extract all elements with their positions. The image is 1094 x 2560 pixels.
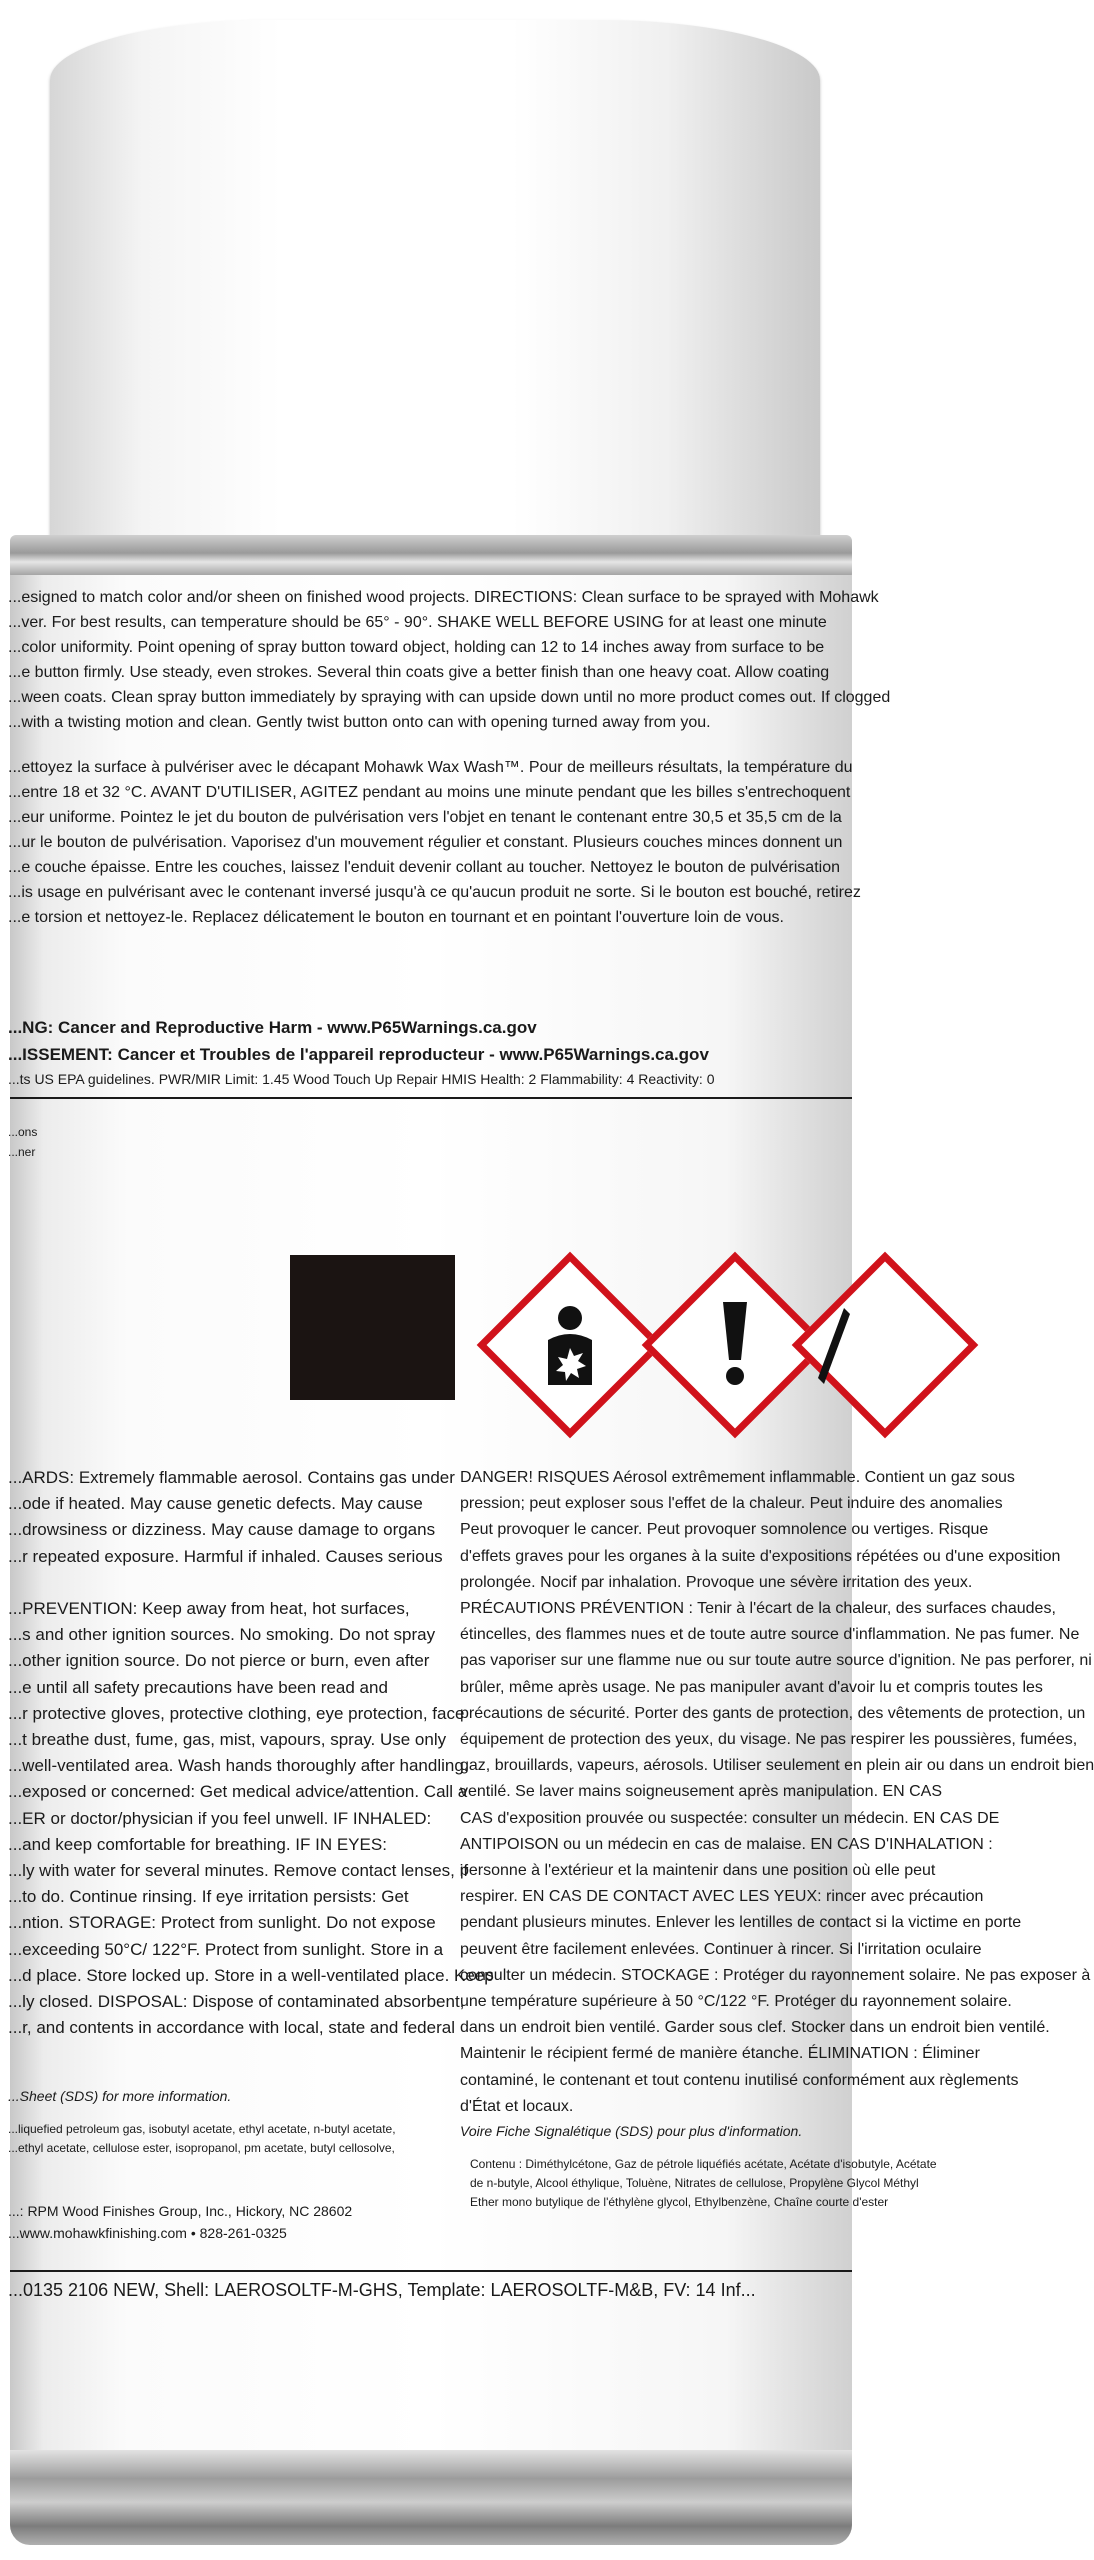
directions-fr-line: ...is usage en pulvérisant avec le contenant inversé jusqu'à ce qu'aucun produit ne sorte. Si le bouton est bouché, retirez <box>8 884 861 901</box>
hazard-fr-line: Maintenir le récipient fermé de manière étanche. ÉLIMINATION : Éliminer <box>460 2045 980 2063</box>
directions-en-line: ...ween coats. Clean spray button immediately by spraying with can upside down until no more product comes out. If clogged <box>8 689 891 706</box>
column-gap <box>455 1455 457 2095</box>
footer-code: ...0135 2106 NEW, Shell: LAEROSOLTF-M-GHS, Template: LAEROSOLTF-M&B, FV: 14 Inf... <box>8 2280 756 2300</box>
hazard-fr-line: PRÉCAUTIONS PRÉVENTION : Tenir à l'écart de la chaleur, des surfaces chaudes, <box>460 1600 1056 1618</box>
spec-line: ...ts US EPA guidelines. PWR/MIR Limit: 1.45 Wood Touch Up Repair HMIS Health: 2 Flammability: 4 Reactivity: 0 <box>8 1071 715 1087</box>
directions-en-line: ...with a twisting motion and clean. Gently twist button onto can with opening turned away from you. <box>8 714 711 731</box>
hazard-fr-line: consulter un médecin. STOCKAGE : Protéger du rayonnement solaire. Ne pas exposer à <box>460 1966 1091 1984</box>
company-block <box>8 2200 352 2244</box>
hazard-en-line: ...well-ventilated area. Wash hands thoroughly after handling. <box>8 1756 469 1776</box>
directions-fr-line: ...entre 18 et 32 °C. AVANT D'UTILISER, AGITEZ pendant au moins une minute pendant que les billes s'entrechoquent <box>8 784 851 801</box>
hazards-fr-block <box>460 1465 1094 2142</box>
directions-en-line: ...color uniformity. Point opening of spray button toward object, holding can 12 to 14 inches away from surface to be <box>8 639 825 656</box>
hazard-fr-line: gaz, brouillards, vapeurs, aérosols. Utiliser seulement en plein air ou dans un endroit bien <box>460 1757 1094 1775</box>
hazard-en-line: ...s and other ignition sources. No smoking. Do not spray <box>8 1625 436 1645</box>
health-hazard-pictogram <box>485 1260 655 1430</box>
contents-fr-block <box>470 2155 937 2212</box>
hazard-fr-line: CAS d'exposition prouvée ou suspectée: consulter un médecin. EN CAS DE <box>460 1809 1000 1827</box>
hazard-fr-line: dans un endroit bien ventilé. Garder sous clef. Stocker dans un endroit bien ventilé. <box>460 2019 1050 2037</box>
hazard-fr-line: prolongée. Nocif par inhalation. Provoque une sévère irritation des yeux. <box>460 1573 973 1591</box>
contents-en-line: ...liquefied petroleum gas, isobutyl acetate, ethyl acetate, n-butyl acetate, <box>8 2122 396 2136</box>
hazard-fr-line: peuvent être facilement enlevées. Continuer à rincer. Si l'irritation oculaire <box>460 1940 982 1958</box>
directions-en-line: ...esigned to match color and/or sheen on finished wood projects. DIRECTIONS: Clean surface to be sprayed with Mohawk <box>8 589 879 606</box>
hazard-en-line: ...exposed or concerned: Get medical advice/attention. Call a <box>8 1782 468 1802</box>
hazard-fr-line: d'État et locaux. <box>460 2097 574 2115</box>
contents-fr-line: de n-butyle, Alcool éthylique, Toluène, Nitrates de cellulose, Propylène Glycol Méthyl <box>470 2176 919 2190</box>
hazard-en-line: ...drowsiness or dizziness. May cause damage to organs <box>8 1520 436 1540</box>
hazard-en-line: ...r protective gloves, protective clothing, eye protection, face <box>8 1703 465 1723</box>
side-fragment: ...ner <box>8 1145 36 1159</box>
hazard-en-line: ...ER or doctor/physician if you feel unwell. IF INHALED: <box>8 1808 432 1828</box>
hazard-fr-line: pendant plusieurs minutes. Enlever les lentilles de contact si la victime en porte <box>460 1914 1022 1932</box>
hazard-fr-line: d'effets graves pour les organes à la suite d'expositions répétées ou d'une exposition <box>460 1547 1061 1565</box>
directions-fr-line: ...e couche épaisse. Entre les couches, laissez l'enduit devenir collant au toucher. Nettoyez le bouton de pulvérisation <box>8 859 840 876</box>
health-hazard-icon <box>530 1300 610 1390</box>
hazard-fr-line: une température supérieure à 50 °C/122 °F. Protéger du rayonnement solaire. <box>460 1993 1012 2011</box>
flame-pictogram <box>800 1260 970 1430</box>
can-top-rim <box>10 535 852 580</box>
directions-en-line: ...ver. For best results, can temperature should be 65° - 90°. SHAKE WELL BEFORE USING for at least one minute <box>8 614 827 631</box>
hazard-en-line: ...exceeding 50°C/ 122°F. Protect from sunlight. Store in a <box>8 1939 444 1959</box>
hazard-en-line: ...PREVENTION: Keep away from heat, hot surfaces, <box>8 1599 410 1619</box>
contents-fr-line: Contenu : Diméthylcétone, Gaz de pétrole liquéfiés acétate, Acétate d'isobutyle, Acétate <box>470 2157 937 2171</box>
hazard-en-line: ...r, and contents in accordance with local, state and federal <box>8 2018 455 2038</box>
hazard-en-line: ...and keep comfortable for breathing. IF IN EYES: <box>8 1834 387 1854</box>
directions-en-line: ...e button firmly. Use steady, even strokes. Several thin coats give a better finish than one heavy coat. Allow coating <box>8 664 830 681</box>
can-cap <box>50 20 820 575</box>
p65-warning-en: ...NG: Cancer and Reproductive Harm - www.P65Warnings.ca.gov <box>8 1018 537 1037</box>
hazard-en-line: ...ode if heated. May cause genetic defects. May cause <box>8 1494 423 1514</box>
hazard-en-line: ...d place. Store locked up. Store in a well-ventilated place. Keep <box>8 1965 494 1985</box>
hazard-fr-line: équipement de protection des yeux, du visage. Ne pas respirer les poussières, fumées, <box>460 1731 1078 1749</box>
hazard-fr-line: ventilé. Se laver mains soigneusement après manipulation. EN CAS <box>460 1783 943 1801</box>
hazard-en-line: ...e until all safety precautions have been read and <box>8 1677 388 1697</box>
exclamation-mark-icon <box>718 1298 752 1390</box>
flame-icon <box>814 1300 854 1390</box>
hazard-fr-line: pression; peut exploser sous l'effet de la chaleur. Peut induire des anomalies <box>460 1495 1003 1513</box>
hazard-fr-line: précautions de sécurité. Porter des gants de protection, des vêtements de protection, un <box>460 1704 1086 1722</box>
hazard-en-line: ...ly with water for several minutes. Remove contact lenses, if <box>8 1861 469 1881</box>
directions-fr-line: ...eur uniforme. Pointez le jet du bouton de pulvérisation vers l'objet en tenant le contenant entre 30,5 et 35,5 cm de la <box>8 809 842 826</box>
hazard-fr-line: DANGER! RISQUES Aérosol extrêmement inflammable. Contient un gaz sous <box>460 1469 1015 1486</box>
redacted-pictogram <box>290 1255 455 1400</box>
hazard-en-line: ...ntion. STORAGE: Protect from sunlight. Do not expose <box>8 1913 436 1933</box>
hazard-fr-line: pas vaporiser sur une flamme nue ou sur toute autre source d'ignition. Ne pas perforer, ni <box>460 1652 1092 1670</box>
contents-fr-line: Ether mono butylique de l'éthylène glycol, Ethylbenzène, Chaîne courte d'ester <box>470 2195 889 2209</box>
hazard-fr-line: étincelles, des flammes nues et de toute autre source d'inflammation. Ne pas fumer. Ne <box>460 1626 1080 1644</box>
directions-en-block <box>8 585 890 735</box>
hazard-fr-line: ANTIPOISON ou un médecin en cas de malaise. EN CAS D'INHALATION : <box>460 1835 993 1853</box>
hazard-en-line: ...ly closed. DISPOSAL: Dispose of contaminated absorbent, <box>8 1992 465 2012</box>
hazard-fr-line: Peut provoquer le cancer. Peut provoquer somnolence ou vertiges. Risque <box>460 1521 989 1539</box>
label-divider <box>10 1097 852 1099</box>
footer-divider <box>10 2270 852 2272</box>
directions-fr-block <box>8 755 861 930</box>
hazard-en-line: ...other ignition source. Do not pierce or burn, even after <box>8 1651 430 1671</box>
hazard-en-line: ...t breathe dust, fume, gas, mist, vapours, spray. Use only <box>8 1730 447 1750</box>
hazard-en-line <box>8 1570 494 1596</box>
aerosol-can <box>8 0 1094 2560</box>
side-fragment: ...ons <box>8 1125 38 1139</box>
can-bottom-rim <box>10 2450 852 2545</box>
hazard-en-line: ...ARDS: Extremely flammable aerosol. Contains gas under <box>8 1468 455 1487</box>
company-line: ...: RPM Wood Finishes Group, Inc., Hickory, NC 28602 <box>8 2203 353 2219</box>
directions-fr-line: ...ur le bouton de pulvérisation. Vaporisez d'un mouvement régulier et constant. Plusieurs couches minces donnent un <box>8 834 843 851</box>
hazard-en-line: ...to do. Continue rinsing. If eye irritation persists: Get <box>8 1887 409 1907</box>
hazard-fr-line: personne à l'extérieur et la maintenir dans une position où elle peut <box>460 1862 936 1880</box>
hazard-fr-line: brûler, même après usage. Ne pas manipuler avant d'avoir lu et compris toutes les <box>460 1678 1043 1696</box>
contents-en-line: ...ethyl acetate, cellulose ester, isopropanol, pm acetate, butyl cellosolve, <box>8 2141 395 2155</box>
sds-en: ...Sheet (SDS) for more information. <box>8 2088 232 2104</box>
directions-fr-line: ...ettoyez la surface à pulvériser avec le décapant Mohawk Wax Wash™. Pour de meilleurs résultats, la température du <box>8 759 853 776</box>
hazard-en-line: ...r repeated exposure. Harmful if inhaled. Causes serious <box>8 1546 443 1566</box>
hazards-en-block <box>8 1465 494 2041</box>
sds-fr: Voire Fiche Signalétique (SDS) pour plus d'information. <box>460 2123 803 2140</box>
directions-fr-line: ...e torsion et nettoyez-le. Replacez délicatement le bouton en tournant et en pointant l'ouverture loin de vous. <box>8 909 784 926</box>
hazard-fr-line: respirer. EN CAS DE CONTACT AVEC LES YEUX: rincer avec précaution <box>460 1888 984 1906</box>
can-label <box>8 575 1094 2460</box>
p65-warning-fr: ...ISSEMENT: Cancer et Troubles de l'appareil reproducteur - www.P65Warnings.ca.gov <box>8 1045 709 1064</box>
company-line: ...www.mohawkfinishing.com • 828-261-0325 <box>8 2225 287 2241</box>
contents-en-block <box>8 2120 396 2158</box>
hazard-fr-line: contaminé, le contenant et tout contenu inutilisé conformément aux règlements <box>460 2071 1019 2089</box>
